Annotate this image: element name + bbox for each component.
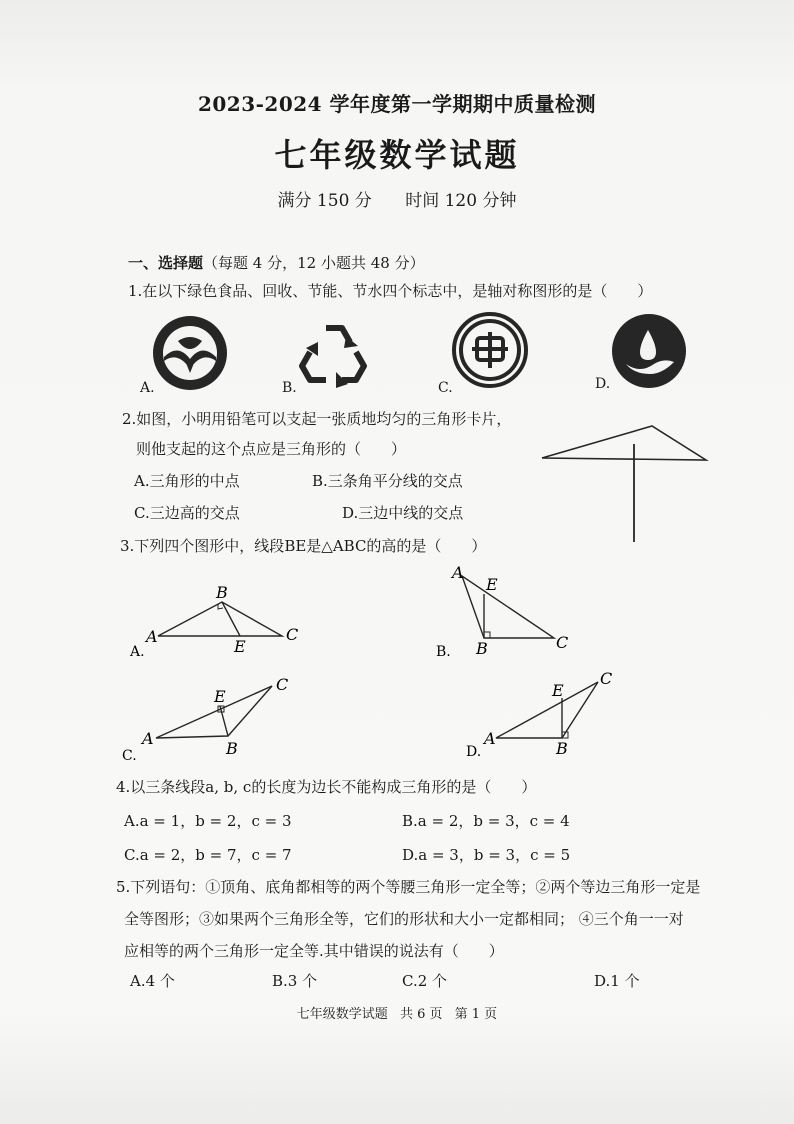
label-a: A [142,729,154,748]
q3-figure-c [122,672,302,764]
q3-option-b: B. [436,644,451,660]
label-c: C [556,633,569,652]
question-1-stem: 1.在以下绿色食品、回收、节能、节水四个标志中，是轴对称图形的是（ ） [128,282,653,300]
label-a: A [146,627,158,646]
q3-figure-a [130,582,310,662]
section-note: （每题 4 分，12 小题共 48 分） [203,254,425,272]
question-3-stem: 3.下列四个图形中，线段BE是△ABC的高的是（ ） [120,537,487,555]
q3-option-a: A. [130,644,145,660]
energy-saving-logo-icon [450,310,530,390]
q2-option-c: C.三边高的交点 [134,504,240,522]
q3-option-d: D. [466,744,482,760]
question-5-line3: 应相等的两个三角形一定全等.其中错误的说法有（ ） [124,942,504,960]
q2-option-b: B.三条角平分线的交点 [312,472,463,490]
exam-title: 2023-2024 学年度第一学期期中质量检测 [197,92,597,116]
q1-option-a: A. [140,380,155,396]
q4-option-b: B.a = 2，b = 3，c = 4 [402,812,570,830]
q1-option-d: D. [595,376,611,392]
label-b: B [226,739,238,758]
q2-option-a: A.三角形的中点 [134,472,240,490]
full-score: 满分 150 分 [277,191,372,211]
q5-option-d: D.1 个 [594,972,640,990]
q5-option-a: A.4 个 [130,972,175,990]
q2-option-d: D.三边中线的交点 [342,504,464,522]
subject-title: 七年级数学试题 [274,136,520,174]
question-2-stem-line1: 2.如图，小明用铅笔可以支起一张质地均匀的三角形卡片， [122,410,512,428]
footer-total-pages: 共 6 页 [399,1007,443,1022]
label-e: E [486,575,498,594]
q3-option-c: C. [122,748,137,764]
label-b: B [556,739,568,758]
label-e: E [214,687,226,706]
footer-page-number: 第 1 页 [454,1007,498,1022]
section-title: 一、选择题 [128,254,204,272]
label-b: B [476,639,488,658]
question-4-stem: 4.以三条线段a, b, c的长度为边长不能构成三角形的是（ ） [116,778,537,796]
label-b: B [216,583,228,602]
time-limit: 时间 120 分钟 [405,191,517,211]
question-5-line2: 全等图形；③如果两个三角形全等，它们的形状和大小一定都相同； ④三个角一一对 [124,910,684,928]
label-a: A [452,563,464,582]
label-e: E [234,637,246,656]
water-saving-logo-icon [610,312,688,390]
q3-figure-b [436,562,586,662]
green-food-logo-icon [150,313,230,393]
recycle-logo-icon [296,318,372,390]
section-heading [128,252,425,273]
label-a: A [484,729,496,748]
label-e: E [552,681,564,700]
label-c: C [276,675,289,694]
label-c: C [286,625,299,644]
page-footer [0,1003,794,1022]
question-5-line1: 5.下列语句：①顶角、底角都相等的两个等腰三角形一定全等；②两个等边三角形一定是 [116,878,701,896]
pencil-triangle-figure [540,420,710,546]
question-2-stem-line2: 则他支起的这个点应是三角形的（ ） [136,440,407,458]
q5-option-b: B.3 个 [272,972,318,990]
q3-figure-d [466,668,626,760]
q4-option-d: D.a = 3，b = 3，c = 5 [402,846,571,864]
exam-meta [0,186,794,211]
q1-option-c: C. [438,380,453,396]
label-c: C [600,669,613,688]
footer-title: 七年级数学试题 [296,1007,388,1022]
q1-option-b: B. [282,380,297,396]
q5-option-c: C.2 个 [402,972,448,990]
q4-option-c: C.a = 2，b = 7，c = 7 [124,846,292,864]
q4-option-a: A.a = 1，b = 2，c = 3 [124,812,292,830]
